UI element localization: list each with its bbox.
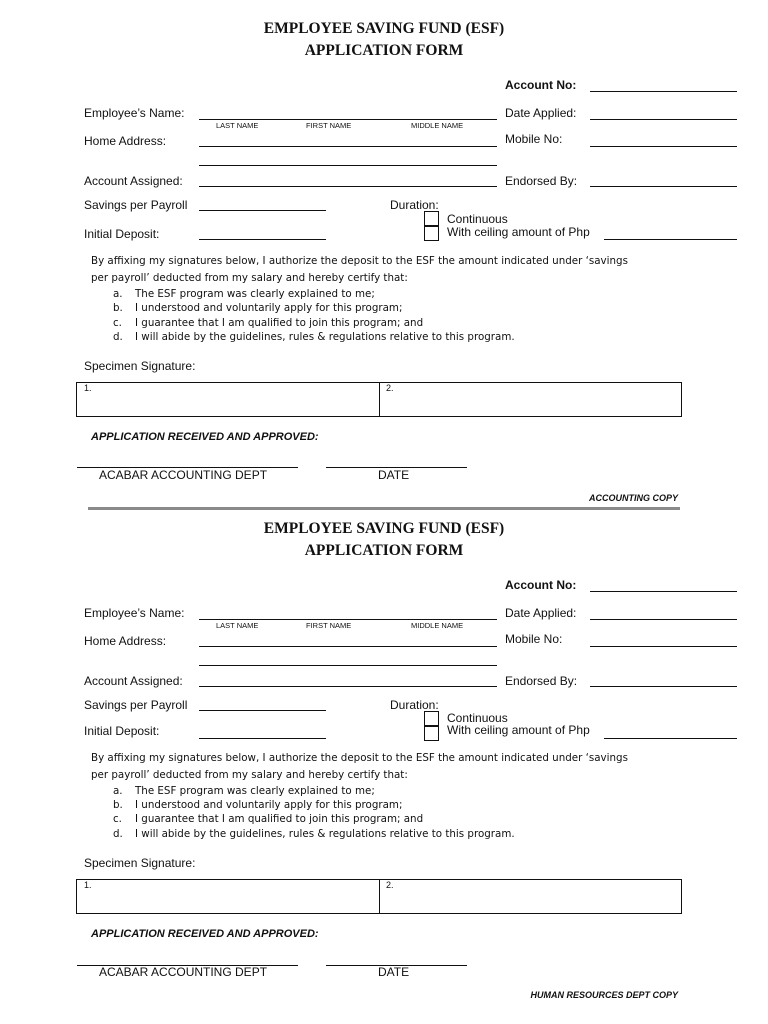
cert-item-letter: c. bbox=[113, 813, 122, 825]
account-no-field[interactable] bbox=[590, 91, 737, 92]
last-name-caption: LAST NAME bbox=[216, 121, 259, 130]
home-address-label: Home Address: bbox=[84, 634, 167, 648]
initial-deposit-field[interactable] bbox=[199, 738, 326, 739]
continuous-checkbox[interactable] bbox=[424, 711, 439, 726]
account-assigned-field[interactable] bbox=[199, 686, 497, 687]
savings-per-payroll-field[interactable] bbox=[199, 210, 326, 211]
savings-per-payroll-label: Savings per Payroll bbox=[84, 198, 188, 212]
date-applied-field[interactable] bbox=[590, 119, 737, 120]
home-address-field-2[interactable] bbox=[199, 665, 497, 666]
savings-per-payroll-field[interactable] bbox=[199, 710, 326, 711]
duration-label: Duration: bbox=[390, 198, 439, 212]
cert-item-text: I will abide by the guidelines, rules & regulations relative to this program. bbox=[135, 828, 515, 840]
ceiling-amount-field[interactable] bbox=[604, 239, 737, 240]
continuous-checkbox[interactable] bbox=[424, 211, 439, 226]
account-assigned-label: Account Assigned: bbox=[84, 674, 183, 688]
cert-item-letter: d. bbox=[113, 331, 123, 343]
signature-divider bbox=[379, 879, 380, 914]
employee-name-label: Employee’s Name: bbox=[84, 106, 185, 120]
with-ceiling-label: With ceiling amount of Php bbox=[447, 723, 590, 737]
date-applied-label: Date Applied: bbox=[505, 606, 577, 620]
mobile-no-field[interactable] bbox=[590, 646, 737, 647]
employee-name-field[interactable] bbox=[199, 619, 497, 620]
home-address-field-1[interactable] bbox=[199, 146, 497, 147]
received-approved-label: APPLICATION RECEIVED AND APPROVED: bbox=[91, 431, 319, 443]
last-name-caption: LAST NAME bbox=[216, 621, 259, 630]
middle-name-caption: MIDDLE NAME bbox=[411, 621, 464, 630]
signature-slot-2[interactable]: 2. bbox=[386, 880, 394, 890]
dept-label: ACABAR ACCOUNTING DEPT bbox=[99, 965, 268, 979]
endorsed-by-field[interactable] bbox=[590, 186, 737, 187]
home-address-label: Home Address: bbox=[84, 134, 167, 148]
savings-per-payroll-label: Savings per Payroll bbox=[84, 698, 188, 712]
employee-name-field[interactable] bbox=[199, 119, 497, 120]
initial-deposit-label: Initial Deposit: bbox=[84, 227, 160, 241]
authorization-line-2: per payroll’ deducted from my salary and hereby certify that: bbox=[91, 769, 408, 781]
specimen-signature-label: Specimen Signature: bbox=[84, 359, 196, 373]
date-applied-label: Date Applied: bbox=[505, 106, 577, 120]
form-subtitle: APPLICATION FORM bbox=[304, 42, 464, 59]
cert-item-text: I will abide by the guidelines, rules & regulations relative to this program. bbox=[135, 331, 515, 343]
first-name-caption: FIRST NAME bbox=[306, 121, 352, 130]
initial-deposit-label: Initial Deposit: bbox=[84, 724, 160, 738]
continuous-label: Continuous bbox=[447, 212, 508, 226]
cert-item-letter: a. bbox=[113, 288, 123, 300]
cert-item-text: I understood and voluntarily apply for this program; bbox=[135, 799, 403, 811]
account-no-label: Account No: bbox=[505, 578, 577, 592]
account-no-label: Account No: bbox=[505, 78, 577, 92]
cert-item-text: I understood and voluntarily apply for this program; bbox=[135, 302, 403, 314]
cert-item-letter: a. bbox=[113, 785, 123, 797]
with-ceiling-checkbox[interactable] bbox=[424, 226, 439, 241]
signature-slot-1[interactable]: 1. bbox=[84, 383, 92, 393]
authorization-line-2: per payroll’ deducted from my salary and hereby certify that: bbox=[91, 272, 408, 284]
cert-item-text: I guarantee that I am qualified to join this program; and bbox=[135, 317, 424, 329]
duration-label: Duration: bbox=[390, 698, 439, 712]
form-subtitle: APPLICATION FORM bbox=[304, 542, 464, 559]
middle-name-caption: MIDDLE NAME bbox=[411, 121, 464, 130]
signature-slot-1[interactable]: 1. bbox=[84, 880, 92, 890]
home-address-field-1[interactable] bbox=[199, 646, 497, 647]
date-applied-field[interactable] bbox=[590, 619, 737, 620]
signature-slot-2[interactable]: 2. bbox=[386, 383, 394, 393]
mobile-no-field[interactable] bbox=[590, 146, 737, 147]
initial-deposit-field[interactable] bbox=[199, 239, 326, 240]
cert-item-letter: d. bbox=[113, 828, 123, 840]
cert-item-text: The ESF program was clearly explained to me; bbox=[135, 785, 375, 797]
mobile-no-label: Mobile No: bbox=[505, 632, 563, 646]
continuous-label: Continuous bbox=[447, 711, 508, 725]
form-title: EMPLOYEE SAVING FUND (ESF) bbox=[263, 20, 505, 37]
date-label: DATE bbox=[378, 468, 410, 482]
with-ceiling-label: With ceiling amount of Php bbox=[447, 225, 590, 239]
copy-label: HUMAN RESOURCES DEPT COPY bbox=[530, 990, 678, 1000]
cert-item-text: The ESF program was clearly explained to me; bbox=[135, 288, 375, 300]
home-address-field-2[interactable] bbox=[199, 165, 497, 166]
endorsed-by-field[interactable] bbox=[590, 686, 737, 687]
form-title: EMPLOYEE SAVING FUND (ESF) bbox=[263, 520, 505, 537]
form-hr-copy bbox=[0, 500, 768, 1024]
cert-item-letter: b. bbox=[113, 799, 123, 811]
date-label: DATE bbox=[378, 965, 410, 979]
specimen-signature-label: Specimen Signature: bbox=[84, 856, 196, 870]
received-approved-label: APPLICATION RECEIVED AND APPROVED: bbox=[91, 928, 319, 940]
endorsed-by-label: Endorsed By: bbox=[505, 674, 578, 688]
first-name-caption: FIRST NAME bbox=[306, 621, 352, 630]
endorsed-by-label: Endorsed By: bbox=[505, 174, 578, 188]
cert-item-letter: b. bbox=[113, 302, 123, 314]
authorization-line-1: By affixing my signatures below, I authorize the deposit to the ESF the amount indicated under ‘savings bbox=[91, 255, 628, 267]
employee-name-label: Employee’s Name: bbox=[84, 606, 185, 620]
cert-item-letter: c. bbox=[113, 317, 122, 329]
account-assigned-field[interactable] bbox=[199, 186, 497, 187]
account-no-field[interactable] bbox=[590, 591, 737, 592]
cert-item-text: I guarantee that I am qualified to join this program; and bbox=[135, 813, 424, 825]
signature-divider bbox=[379, 382, 380, 417]
with-ceiling-checkbox[interactable] bbox=[424, 726, 439, 741]
mobile-no-label: Mobile No: bbox=[505, 132, 563, 146]
dept-label: ACABAR ACCOUNTING DEPT bbox=[99, 468, 268, 482]
account-assigned-label: Account Assigned: bbox=[84, 174, 183, 188]
ceiling-amount-field[interactable] bbox=[604, 738, 737, 739]
copy-label: ACCOUNTING COPY bbox=[588, 493, 678, 503]
authorization-line-1: By affixing my signatures below, I authorize the deposit to the ESF the amount indicated under ‘savings bbox=[91, 752, 628, 764]
